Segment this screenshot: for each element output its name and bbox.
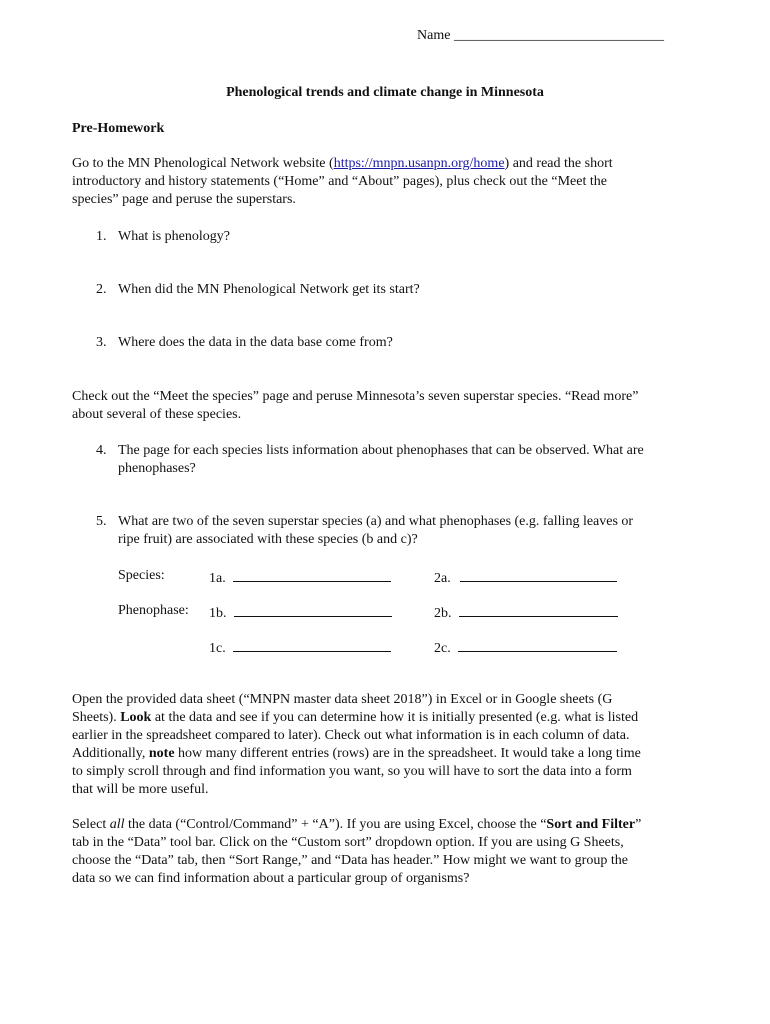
answer-label: 2b.	[434, 606, 452, 621]
question-text: When did the MN Phenological Network get its start?	[118, 282, 420, 297]
page-title: Phenological trends and climate change in Minnesota	[226, 85, 544, 100]
text-span: Additionally,	[72, 746, 146, 761]
answer-label: 1c.	[209, 641, 226, 656]
question-line: The page for each species lists information about phenophases that can be observed. What are	[118, 443, 644, 458]
answer-label: 1b.	[209, 606, 227, 621]
check-out-line-1: Check out the “Meet the species” page and peruse Minnesota’s seven superstar species. “Read more”	[72, 389, 639, 404]
answer-label: 1a.	[209, 571, 226, 586]
answer-2c	[434, 638, 617, 657]
name-blank: ______________________________	[453, 28, 664, 43]
answer-blank[interactable]	[233, 568, 391, 582]
check-out-line-2: about several of these species.	[72, 407, 242, 422]
question-text: What is phenology?	[118, 229, 230, 244]
open-line-4	[72, 745, 702, 763]
answer-blank[interactable]	[458, 638, 617, 652]
question-text: Where does the data in the data base come from?	[118, 335, 393, 350]
answer-blank[interactable]	[460, 568, 617, 582]
question-line: ripe fruit) are associated with these species (b and c)?	[118, 532, 418, 547]
question-line: phenophases?	[118, 461, 196, 476]
question-text	[118, 442, 702, 478]
question-number: 1.	[96, 229, 107, 244]
bold-look: Look	[120, 710, 152, 725]
check-out-paragraph	[72, 388, 702, 424]
species-label: Species:	[118, 568, 165, 583]
answer-label: 2a.	[434, 571, 451, 586]
intro-text-after-link: ) and read the short	[504, 156, 613, 171]
name-label: Name	[417, 28, 451, 43]
open-line-6: that will be more useful.	[72, 782, 209, 797]
answer-1a	[209, 568, 391, 587]
answer-1b	[209, 603, 392, 622]
text-span: at the data and see if you can determine how it is initially presented (e.g. what is listed	[154, 710, 639, 725]
open-line-5: to simply scroll through and find information you want, so you will have to sort the data into a form	[72, 764, 632, 779]
answer-blank[interactable]	[234, 603, 392, 617]
select-line-1	[72, 816, 702, 834]
select-line-3: choose the “Data” tab, then “Sort Range,” and “Data has header.” How might we want to group the	[72, 853, 628, 868]
answer-label: 2c.	[434, 641, 451, 656]
open-data-paragraph	[72, 691, 702, 799]
answer-2a	[434, 568, 617, 587]
question-number: 3.	[96, 335, 107, 350]
open-line-2	[72, 709, 702, 727]
name-line	[417, 28, 664, 44]
question-number: 2.	[96, 282, 107, 297]
open-line-1: Open the provided data sheet (“MNPN master data sheet 2018”) in Excel or in Google sheets (G	[72, 692, 613, 707]
answer-blank[interactable]	[233, 638, 391, 652]
text-span: how many different entries (rows) are in the spreadsheet. It would take a long time	[178, 746, 641, 761]
question-line: What are two of the seven superstar species (a) and what phenophases (e.g. falling leaves or	[118, 514, 634, 529]
bold-note: note	[148, 746, 175, 761]
question-text	[118, 513, 702, 549]
select-line-2: tab in the “Data” tool bar. Click on the “Custom sort” dropdown option. If you are using G Sheets,	[72, 835, 624, 850]
select-data-paragraph	[72, 816, 702, 888]
text-span: the data (“Control/Command” + “A”). If you are using Excel, choose the “	[128, 817, 547, 832]
intro-line-1	[72, 155, 702, 173]
italic-all: all	[109, 817, 125, 832]
text-span: Select	[72, 817, 107, 832]
intro-text: Go to the MN Phenological Network website (	[72, 156, 334, 171]
question-number: 5.	[96, 514, 107, 529]
intro-line-2: introductory and history statements (“Home” and “About” pages), plus check out the “Meet the	[72, 174, 607, 189]
intro-line-3: species” page and peruse the superstars.	[72, 192, 296, 207]
answer-1c	[209, 638, 391, 657]
mnpn-website-link[interactable]: https://mnpn.usanpn.org/home	[333, 156, 505, 171]
answer-2b	[434, 603, 618, 622]
phenophase-label: Phenophase:	[118, 603, 189, 618]
open-line-3: earlier in the spreadsheet compared to later). Check out what information is in each column of data.	[72, 728, 630, 743]
section-heading: Pre-Homework	[72, 121, 165, 136]
answer-blank[interactable]	[459, 603, 618, 617]
text-span: ”	[635, 817, 642, 832]
intro-paragraph	[72, 155, 702, 209]
bold-sort-and-filter: Sort and Filter	[546, 817, 636, 832]
question-number: 4.	[96, 443, 107, 458]
text-span: Sheets).	[72, 710, 117, 725]
select-line-4: data so we can find information about a particular group of organisms?	[72, 871, 470, 886]
